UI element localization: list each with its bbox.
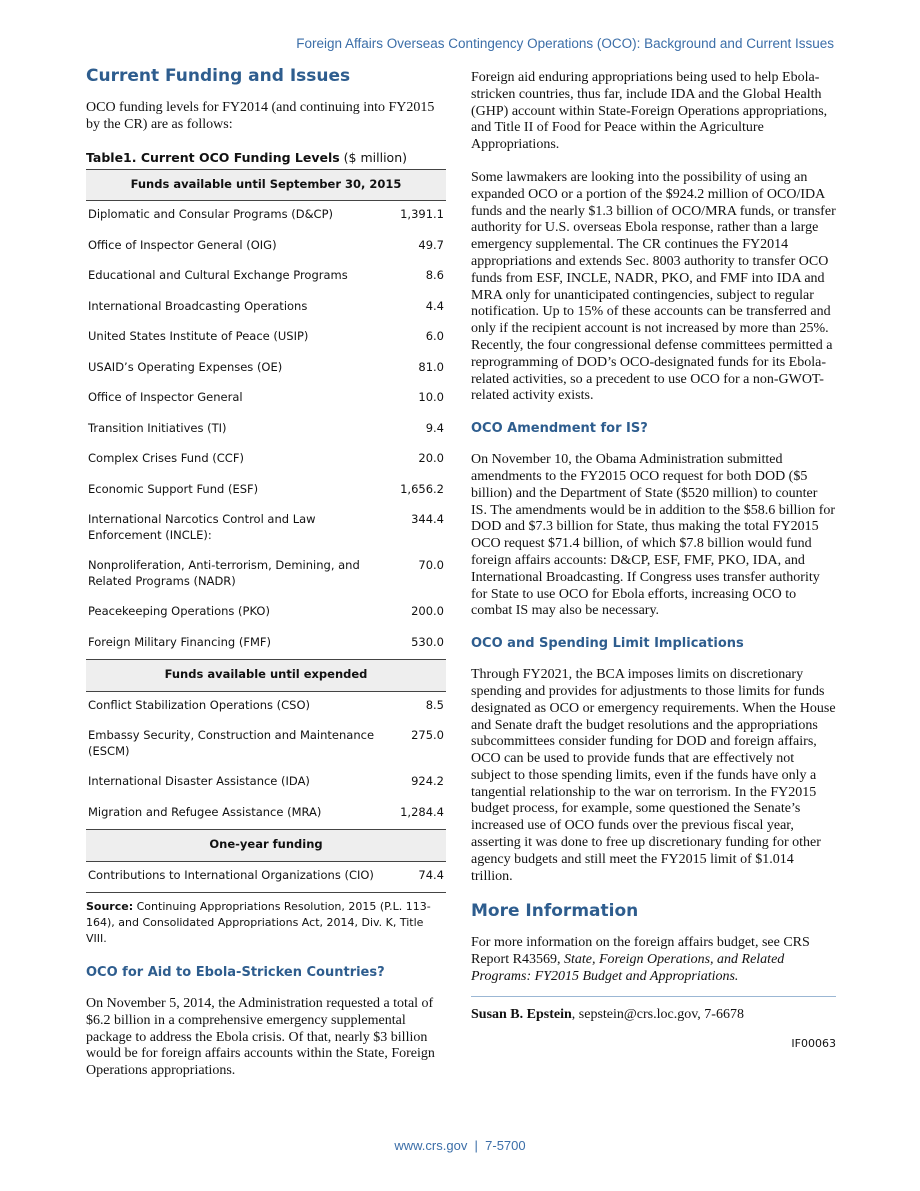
more-info-paragraph — [471, 935, 836, 985]
table-row — [86, 629, 446, 660]
table-row — [86, 799, 446, 830]
table-row — [86, 552, 446, 598]
account-value: 1,391.1 — [400, 207, 444, 222]
account-value: 6.0 — [425, 329, 444, 344]
account-name: Conflict Stabilization Operations (CSO) — [88, 697, 311, 712]
account-value: 10.0 — [418, 390, 444, 405]
funding-table — [86, 169, 446, 894]
right-column — [471, 70, 836, 1050]
table-row — [86, 384, 446, 415]
table-caption — [86, 150, 446, 165]
account-name: United States Institute of Peace (USIP) — [88, 329, 309, 344]
account-value: 70.0 — [418, 558, 444, 573]
account-name: International Broadcasting Operations — [88, 298, 308, 313]
more-info-text: For more information on the foreign affairs budget, see CRS Report R43569, — [471, 935, 810, 968]
account-name: Office of Inspector General (OIG) — [88, 237, 277, 252]
account-name: Transition Initiatives (TI) — [88, 420, 227, 435]
table-section-header — [86, 830, 446, 862]
table-section-title: Funds available until expended — [86, 660, 446, 692]
account-value: 20.0 — [418, 451, 444, 466]
author-line — [471, 1007, 836, 1023]
table-row — [86, 722, 446, 768]
account-value: 8.6 — [425, 268, 444, 283]
amendment-paragraph: On November 10, the Obama Administration submitted amendments to the FY2015 OCO request for both DOD ($5 billion) and the Department of State ($520 million) to counter IS. The amendments would be in addition to the $58.6 billion for DOD and $7.3 billion for State, thus making the total FY2015 OCO request $71.4 billion, of which $7.8 billion would fund foreign affairs accounts: D&CP, ESF, FMF, PKO, IDA, and International Broadcasting. If Congress uses transfer authority for State to use OCO for Ebola efforts, increasing OCO to combat IS may also be necessary. — [471, 452, 836, 619]
table-row — [86, 506, 446, 552]
author-name: Susan B. Epstein — [471, 1006, 572, 1022]
table-row — [86, 768, 446, 799]
account-name: Foreign Military Financing (FMF) — [88, 634, 271, 649]
ebola-aid-paragraph: Foreign aid enduring appropriations being used to help Ebola-stricken countries, thus far, include IDA and the Global Health (GHP) account within State-Foreign Operations appropriations, and Title II of Food for Peace within the Agriculture Appropriations. — [471, 70, 828, 153]
table-row — [86, 201, 446, 232]
spending-limit-paragraph: Through FY2021, the BCA imposes limits on discretionary spending and provides for adjustments to those limits for funds designated as OCO or emergency requirements. When the House and Senate draft the budget resolutions and the appropriations subcommittees consider funding for DOD and foreign affairs, OCO can be used to provide funds that are effectively not subject to those spending limits, even if the funds have only a tangential relationship to the war on terrorism. In the FY2015 budget process, for example, some questioned the Senate’s increased use of OCO funds over the previous fiscal year, asserting it was done to free up discretionary funding for other agency budgets and still meet the FY2015 limit of $1.014 trillion. — [471, 667, 836, 884]
table-section-header — [86, 169, 446, 201]
left-column — [86, 66, 446, 1096]
account-name: Peacekeeping Operations (PKO) — [88, 604, 270, 619]
table-row — [86, 598, 446, 629]
expanded-oco-paragraph: Some lawmakers are looking into the possibility of using an expanded OCO or a portion of the $924.2 million of OCO/IDA funds and the nearly $1.3 billion of OCO/MRA funds, or transfer authority for U.S. overseas Ebola response, rather than a large emergency supplemental. The CR continues the FY2014 appropriations and extends Sec. 8003 authority to transfer OCO funds from ESF, INCLE, NADR, PKO, and FMF into IDA and MRA only for unanticipated contingencies, subject to regular notification. Up to 15% of these accounts can be transferred and only if the recipient account is not increased by more than 25%. Recently, the four congressional defense committees permitted a reprogramming of DOD’s OCO-designated funds for its Ebola-related activities, so a precedent to use OCO for a non-GWOT-related activity exists. — [471, 169, 836, 404]
section-heading-more-info: More Information — [471, 901, 639, 922]
section-heading-spending-limit: OCO and Spending Limit Implications — [471, 636, 744, 652]
table-section-title: Funds available until September 30, 2015 — [86, 169, 446, 201]
account-name: International Disaster Assistance (IDA) — [88, 774, 310, 789]
account-name: Office of Inspector General — [88, 390, 243, 405]
source-label: Source: — [86, 900, 134, 914]
account-name: Contributions to International Organizations (CIO) — [86, 861, 382, 893]
section-heading-ebola: OCO for Aid to Ebola-Stricken Countries? — [86, 965, 385, 981]
table-source — [86, 899, 446, 947]
account-name: Economic Support Fund (ESF) — [88, 481, 259, 496]
page-footer: www.crs.gov | 7-5700 — [394, 1138, 526, 1153]
account-value: 4.4 — [425, 298, 444, 313]
table-row — [86, 445, 446, 476]
account-name: Diplomatic and Consular Programs (D&CP) — [88, 207, 333, 222]
account-value: 81.0 — [418, 359, 444, 374]
table-row — [86, 691, 446, 722]
account-value: 49.7 — [418, 237, 444, 252]
table-row — [86, 232, 446, 263]
report-title-link[interactable]: State, Foreign Operations, and Related Programs: FY2015 Budget and Appropriations. — [471, 952, 785, 985]
running-header: Foreign Affairs Overseas Contingency Operations (OCO): Background and Current Issues — [296, 36, 834, 51]
document-id: IF00063 — [791, 1036, 836, 1050]
source-text: Continuing Appropriations Resolution, 2015 (P.L. 113-164), and Consolidated Appropriations Act, 2014, Div. K, Title VIII. — [86, 900, 431, 946]
section-heading-current-funding: Current Funding and Issues — [86, 66, 351, 86]
section-heading-amendment: OCO Amendment for IS? — [471, 421, 648, 437]
intro-paragraph: OCO funding levels for FY2014 (and continuing into FY2015 by the CR) are as follows: — [86, 100, 435, 132]
account-value: 200.0 — [411, 604, 444, 619]
table-caption-unit: ($ million) — [343, 149, 407, 165]
table-section-title: One-year funding — [86, 830, 446, 862]
account-name: Complex Crises Fund (CCF) — [88, 451, 244, 466]
table-row — [86, 262, 446, 293]
table-section-header — [86, 660, 446, 692]
account-value: 1,656.2 — [400, 481, 444, 496]
account-name: Migration and Refugee Assistance (MRA) — [88, 804, 322, 819]
account-value: 344.4 — [411, 512, 444, 527]
account-value: 530.0 — [411, 634, 444, 649]
author-contact: , sepstein@crs.loc.gov, 7-6678 — [571, 1006, 744, 1022]
table-row — [86, 293, 446, 324]
account-value: 74.4 — [382, 861, 446, 893]
divider — [471, 996, 836, 997]
account-value: 275.0 — [411, 728, 444, 743]
account-name: Nonproliferation, Anti-terrorism, Demining, and Related Programs (NADR) — [88, 558, 360, 588]
account-value: 9.4 — [425, 420, 444, 435]
account-value: 924.2 — [411, 774, 444, 789]
account-name: Embassy Security, Construction and Maintenance (ESCM) — [88, 728, 375, 758]
account-name: International Narcotics Control and Law Enforcement (INCLE): — [88, 512, 316, 542]
table-row — [86, 323, 446, 354]
table-row — [86, 415, 446, 446]
table-caption-title: Table1. Current OCO Funding Levels — [86, 149, 340, 165]
table-row — [86, 354, 446, 385]
account-value: 1,284.4 — [400, 804, 444, 819]
account-value: 8.5 — [425, 697, 444, 712]
table-row — [86, 861, 446, 893]
ebola-paragraph: On November 5, 2014, the Administration requested a total of $6.2 billion in a comprehensive emergency supplemental package to address the Ebola crisis. Of that, nearly $3 billion would be for foreign affairs accounts within the State, Foreign Operations appropriations. — [86, 996, 435, 1079]
account-name: USAID’s Operating Expenses (OE) — [88, 359, 283, 374]
account-name: Educational and Cultural Exchange Programs — [88, 268, 348, 283]
table-row — [86, 476, 446, 507]
